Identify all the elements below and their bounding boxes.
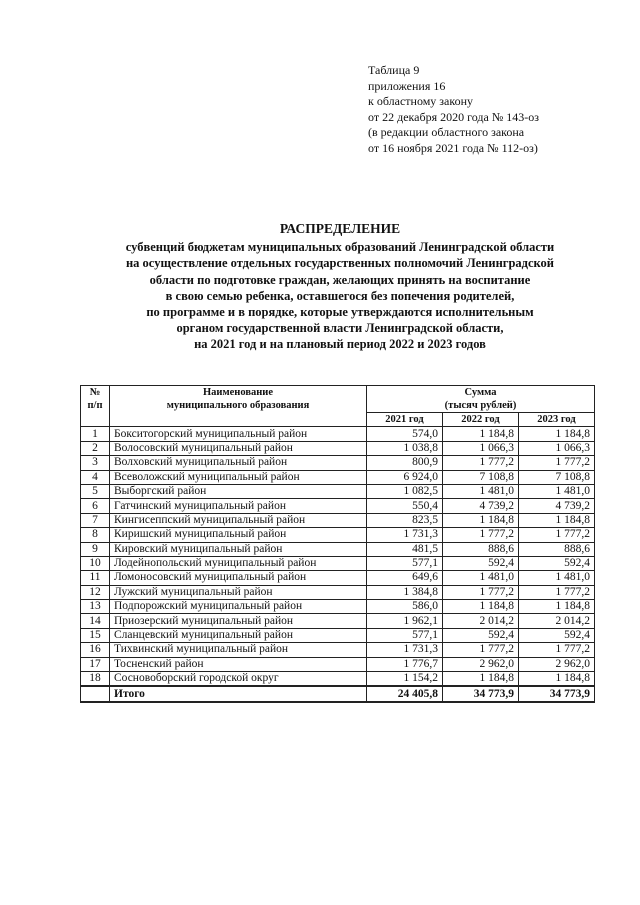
col-header-name-l1: Наименование [203, 387, 273, 398]
row-value-2021: 1 154,2 [367, 672, 443, 687]
title-line: по программе и в порядке, которые утверждаются исполнительным [146, 305, 534, 320]
row-name: Ломоносовский муниципальный район [110, 571, 367, 585]
row-value-2023: 1 777,2 [519, 528, 595, 542]
row-number: 12 [81, 585, 110, 599]
table-row [81, 441, 595, 455]
row-value-2022: 1 777,2 [443, 643, 519, 657]
row-name: Гатчинский муниципальный район [110, 499, 367, 513]
row-value-2021: 481,5 [367, 542, 443, 556]
row-name: Всеволожский муниципальный район [110, 470, 367, 484]
col-header-sum-l1: Сумма [464, 387, 497, 398]
row-value-2022: 1 481,0 [443, 571, 519, 585]
table-row [81, 542, 595, 556]
row-value-2021: 649,6 [367, 571, 443, 585]
row-value-2023: 1 184,8 [519, 513, 595, 527]
row-value-2023: 7 108,8 [519, 470, 595, 484]
total-label: Итого [110, 686, 367, 701]
row-name: Тихвинский муниципальный район [110, 643, 367, 657]
table-row [81, 499, 595, 513]
title-line: в свою семью ребенка, оставшегося без попечения родителей, [165, 288, 515, 303]
row-number: 15 [81, 628, 110, 642]
row-value-2023: 888,6 [519, 542, 595, 556]
table-row [81, 470, 595, 484]
note-line: приложения 16 [368, 78, 446, 93]
col-header-sum-l2: (тысяч рублей) [444, 400, 517, 411]
table-row [81, 657, 595, 671]
row-number: 11 [81, 571, 110, 585]
row-value-2023: 2 014,2 [519, 614, 595, 628]
row-value-2021: 1 038,8 [367, 441, 443, 455]
row-value-2021: 574,0 [367, 427, 443, 441]
row-number: 14 [81, 614, 110, 628]
table-row [81, 614, 595, 628]
title-line: органом государственной власти Ленинградской области, [176, 321, 504, 336]
row-name: Сосновоборский городской округ [110, 672, 367, 687]
row-value-2022: 1 481,0 [443, 484, 519, 498]
row-value-2022: 592,4 [443, 556, 519, 570]
row-number: 18 [81, 672, 110, 687]
row-value-2023: 1 777,2 [519, 643, 595, 657]
table-row [81, 484, 595, 498]
row-value-2023: 1 777,2 [519, 585, 595, 599]
row-value-2022: 2 962,0 [443, 657, 519, 671]
row-name: Подпорожский муниципальный район [110, 600, 367, 614]
row-value-2023: 592,4 [519, 628, 595, 642]
row-value-2023: 1 481,0 [519, 484, 595, 498]
table-total-row [81, 686, 595, 701]
row-value-2021: 1 776,7 [367, 657, 443, 671]
row-name: Лужский муниципальный район [110, 585, 367, 599]
col-header-number-l2: п/п [87, 400, 103, 411]
total-value-2021: 24 405,8 [367, 686, 443, 701]
table-row [81, 585, 595, 599]
row-value-2022: 1 066,3 [443, 441, 519, 455]
row-name: Тосненский район [110, 657, 367, 671]
row-value-2021: 577,1 [367, 628, 443, 642]
table-row [81, 513, 595, 527]
row-number: 13 [81, 600, 110, 614]
row-number: 1 [81, 427, 110, 441]
col-header-number-l1: № [89, 387, 101, 398]
title-line: на осуществление отдельных государственных полномочий Ленинградской [125, 256, 555, 271]
row-name: Волосовский муниципальный район [110, 441, 367, 455]
row-name: Кировский муниципальный район [110, 542, 367, 556]
col-header-year: 2023 год [519, 413, 595, 427]
table-row [81, 628, 595, 642]
note-line: к областному закону [368, 94, 474, 108]
row-value-2023: 4 739,2 [519, 499, 595, 513]
row-name: Сланцевский муниципальный район [110, 628, 367, 642]
table-row [81, 600, 595, 614]
col-header-year: 2022 год [443, 413, 519, 427]
col-header-name-l2: муниципального образования [166, 400, 310, 411]
row-value-2021: 823,5 [367, 513, 443, 527]
row-name: Волховский муниципальный район [110, 456, 367, 470]
row-number: 7 [81, 513, 110, 527]
row-number: 5 [81, 484, 110, 498]
row-value-2021: 1 962,1 [367, 614, 443, 628]
row-value-2023: 1 066,3 [519, 441, 595, 455]
note-line: Таблица 9 [368, 63, 420, 77]
row-number: 10 [81, 556, 110, 570]
row-value-2023: 1 777,2 [519, 456, 595, 470]
table-row [81, 556, 595, 570]
row-number: 3 [81, 456, 110, 470]
row-value-2022: 7 108,8 [443, 470, 519, 484]
note-line: от 16 ноября 2021 года № 112-оз) [368, 140, 538, 155]
note-line: (в редакции областного закона [368, 125, 525, 139]
table-header-row [81, 386, 595, 413]
row-value-2021: 1 731,3 [367, 528, 443, 542]
row-value-2021: 6 924,0 [367, 470, 443, 484]
row-value-2023: 2 962,0 [519, 657, 595, 671]
row-number: 6 [81, 499, 110, 513]
total-value-2023: 34 773,9 [519, 686, 595, 701]
total-number [81, 686, 110, 701]
table-row [81, 643, 595, 657]
note-line: от 22 декабря 2020 года № 143-оз [368, 109, 540, 124]
row-value-2021: 550,4 [367, 499, 443, 513]
col-header-sum [367, 386, 595, 413]
row-name: Кингисеппский муниципальный район [110, 513, 367, 527]
row-number: 9 [81, 542, 110, 556]
row-value-2023: 592,4 [519, 556, 595, 570]
row-value-2022: 2 014,2 [443, 614, 519, 628]
header-note [368, 63, 539, 156]
row-value-2022: 888,6 [443, 542, 519, 556]
row-value-2022: 1 777,2 [443, 456, 519, 470]
row-name: Приозерский муниципальный район [110, 614, 367, 628]
title-line: субвенций бюджетам муниципальных образований Ленинградской области [125, 240, 555, 255]
table-row [81, 456, 595, 470]
table-row [81, 427, 595, 441]
row-value-2022: 592,4 [443, 628, 519, 642]
table-row [81, 571, 595, 585]
row-value-2021: 1 731,3 [367, 643, 443, 657]
table-row [81, 672, 595, 687]
total-value-2022: 34 773,9 [443, 686, 519, 701]
row-name: Бокситогорский муниципальный район [110, 427, 367, 441]
document-title [60, 221, 620, 353]
title-line: на 2021 год и на плановый период 2022 и 2023 годов [194, 337, 486, 352]
row-value-2022: 1 777,2 [443, 528, 519, 542]
row-value-2021: 800,9 [367, 456, 443, 470]
row-value-2023: 1 481,0 [519, 571, 595, 585]
col-header-number [81, 386, 110, 427]
row-value-2022: 1 184,8 [443, 513, 519, 527]
row-value-2023: 1 184,8 [519, 600, 595, 614]
row-value-2022: 4 739,2 [443, 499, 519, 513]
row-value-2021: 1 082,5 [367, 484, 443, 498]
row-name: Лодейнопольский муниципальный район [110, 556, 367, 570]
row-number: 17 [81, 657, 110, 671]
row-value-2023: 1 184,8 [519, 427, 595, 441]
table-body [81, 427, 595, 702]
row-value-2021: 586,0 [367, 600, 443, 614]
row-value-2022: 1 777,2 [443, 585, 519, 599]
row-value-2022: 1 184,8 [443, 427, 519, 441]
row-value-2021: 1 384,8 [367, 585, 443, 599]
row-name: Киришский муниципальный район [110, 528, 367, 542]
row-value-2022: 1 184,8 [443, 672, 519, 687]
row-number: 16 [81, 643, 110, 657]
row-number: 2 [81, 441, 110, 455]
row-value-2022: 1 184,8 [443, 600, 519, 614]
row-number: 8 [81, 528, 110, 542]
title-main: РАСПРЕДЕЛЕНИЕ [279, 221, 401, 236]
row-value-2023: 1 184,8 [519, 672, 595, 687]
distribution-table [80, 385, 595, 703]
title-line: области по подготовке граждан, желающих принять на воспитание [149, 272, 531, 287]
col-header-name [110, 386, 367, 427]
table-row [81, 528, 595, 542]
row-value-2021: 577,1 [367, 556, 443, 570]
row-name: Выборгский район [110, 484, 367, 498]
col-header-year: 2021 год [367, 413, 443, 427]
row-number: 4 [81, 470, 110, 484]
